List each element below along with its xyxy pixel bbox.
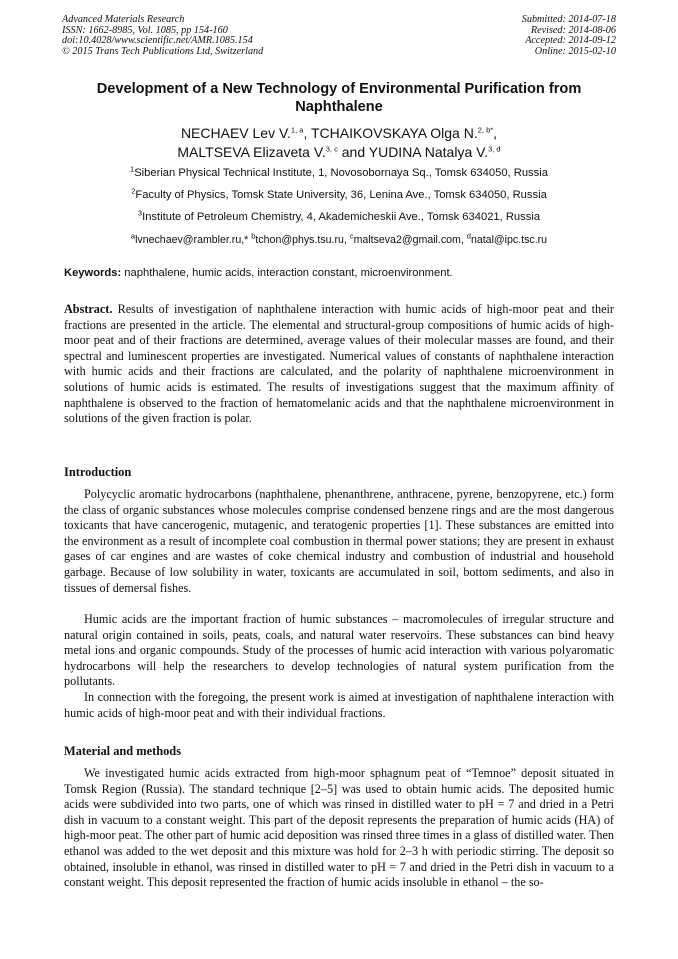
- journal-issn: ISSN: 1662-8985, Vol. 1085, pp 154-160: [62, 24, 228, 36]
- date-submitted: Submitted: 2014-07-18: [521, 14, 616, 25]
- introduction-heading: Introduction: [64, 465, 132, 479]
- affiliation-sup: 3: [137, 208, 143, 218]
- author-sup: 3, c: [325, 143, 338, 153]
- author-separator: and: [337, 143, 369, 160]
- introduction-paragraph-2: Humic acids are the important fraction of humic substances – macromolecules of irregular structure and natural origin contained in soils, peats, coals, and natural water reservoirs. These substances can bind heavy metal ions and organic compounds. Study of the processes of humic acid interaction with various polyaromatic hydrocarbons will help the researchers to develop technologies of natural system purification from the pollutants.: [64, 612, 614, 689]
- email-b: tchon@phys.tsu.ru,: [255, 234, 347, 246]
- keywords-text: naphthalene, humic acids, interaction constant, microenvironment.: [121, 267, 453, 279]
- keywords: [64, 266, 616, 280]
- email-sup: b: [251, 231, 256, 241]
- introduction-paragraph-1: Polycyclic aromatic hydrocarbons (naphthalene, phenanthrene, anthracene, pyrene, benzopyrene, etc.) form the class of organic substances whose molecules comprise condensed benzene rings and are the most dangerous toxicants that have cancerogenic, mutagenic, and teratogenic properties [1]. These substances are emitted into the environment as a result of incomplete coal combustion in thermal power stations; they are present in exhaust gases of car engines and are wastes of coke chemical industry and combustion of industrial and household garbage. Because of low solubility in water, toxicants are accumulated in soil, bottom sediments, and also in tissues of demersal fishes.: [64, 487, 614, 595]
- author-name: YUDINA Natalya V.: [368, 143, 489, 160]
- journal-header-left: [62, 15, 263, 58]
- author-line-1: [58, 124, 620, 143]
- email-c: maltseva2@gmail.com,: [353, 234, 464, 246]
- author-separator: ,: [303, 125, 311, 141]
- author-list: [58, 124, 620, 161]
- date-online: Online: 2015-02-10: [534, 46, 616, 58]
- methods-heading: Material and methods: [64, 744, 182, 758]
- title-line-1: Development of a New Technology of Environmental Purification from: [96, 81, 582, 97]
- author-name: NECHAEV Lev V.: [180, 125, 291, 141]
- abstract-label: Abstract.: [64, 302, 113, 316]
- affiliation-1: [58, 166, 620, 180]
- keywords-label: Keywords:: [64, 267, 122, 279]
- author-separator: ,: [493, 125, 498, 141]
- email-d: natal@ipc.tsc.ru: [470, 234, 548, 246]
- author-name: TCHAIKOVSKAYA Olga N.: [310, 125, 478, 141]
- author-name: MALTSEVA Elizaveta V.: [177, 143, 326, 160]
- date-revised: Revised: 2014-08-06: [530, 24, 616, 36]
- author-sup: 3, d: [488, 143, 501, 153]
- email-sup: d: [466, 231, 471, 241]
- affiliation-text: Faculty of Physics, Tomsk State University, 36, Lenina Ave., Tomsk 634050, Russia: [135, 189, 547, 201]
- abstract: [64, 302, 614, 427]
- affiliation-text: Siberian Physical Technical Institute, 1, Novosobornaya Sq., Tomsk 634050, Russia: [134, 167, 548, 179]
- methods-paragraph-1: We investigated humic acids extracted from high-moor sphagnum peat of “Temnoe” deposit situated in Tomsk Region (Russia). The standard technique [2–5] was used to obtain humic acids. The deposited humic acids were subdivided into two parts, one of which was rinsed in distilled water to pH = 7 and dried in a Petri dish in vacuum to a constant weight. This part of the deposit represents the preparation of humic acids (HA) of high-moor peat. The other part of humic acid deposition was rinsed three times in a glass of distilled water. Then ethanol was added to the wet deposit and this mixture was hold for 2–3 h with periodic stirring. The deposit so obtained, insoluble in ethanol, was rinsed in distilled water to pH = 7 and dried in the Petri dish in vacuum to a constant weight. This deposit represented the fraction of humic acids insoluble in ethanol – the so-: [64, 766, 614, 890]
- email-a: lvnechaev@rambler.ru,*: [135, 234, 249, 246]
- author-line-2: [58, 143, 620, 162]
- paper-title: [58, 80, 620, 116]
- author-sup: 2, b*: [477, 125, 494, 135]
- journal-header-right: [522, 15, 616, 58]
- email-sup: c: [349, 231, 354, 241]
- introduction-paragraph-3: In connection with the foregoing, the present work is aimed at investigation of naphthalene interaction with humic acids of high-moor peat and with their individual fractions.: [64, 690, 614, 720]
- affiliation-sup: 2: [131, 186, 136, 196]
- title-line-2: Naphthalene: [295, 99, 383, 115]
- author-emails: [58, 233, 620, 247]
- affiliation-text: Institute of Petroleum Chemistry, 4, Akademicheskii Ave., Tomsk 634021, Russia: [142, 211, 541, 223]
- journal-name: Advanced Materials Research: [62, 14, 185, 25]
- affiliation-3: [58, 210, 620, 224]
- date-accepted: Accepted: 2014-09-12: [525, 35, 616, 47]
- abstract-text: Results of investigation of naphthalene interaction with humic acids of high-moor peat and their fractions are presented in the article. The elemental and structural-group compositions of humic acids of high-moor peat and of their fractions are determined, average values of their molecular masses are found, and their spectral and luminescent properties are investigated. Numerical values of constants of naphthalene interaction with humic acids and their fractions are calculated, and the polarity of naphthalene microenvironment in solutions of humic acids is estimated. The results of investigations suggest that the maximum affinity of naphthalene is observed to the fraction of hematomelanic acids and that the naphthalene microenvironment in solutions of the given fraction is polar.: [64, 302, 614, 426]
- journal-doi: doi:10.4028/www.scientific.net/AMR.1085.154: [62, 35, 253, 47]
- author-sup: 1, a: [290, 125, 304, 135]
- journal-copyright: © 2015 Trans Tech Publications Ltd, Switzerland: [62, 46, 264, 58]
- affiliation-sup: 1: [130, 164, 135, 174]
- affiliation-2: [58, 188, 620, 202]
- email-sup: a: [130, 231, 136, 241]
